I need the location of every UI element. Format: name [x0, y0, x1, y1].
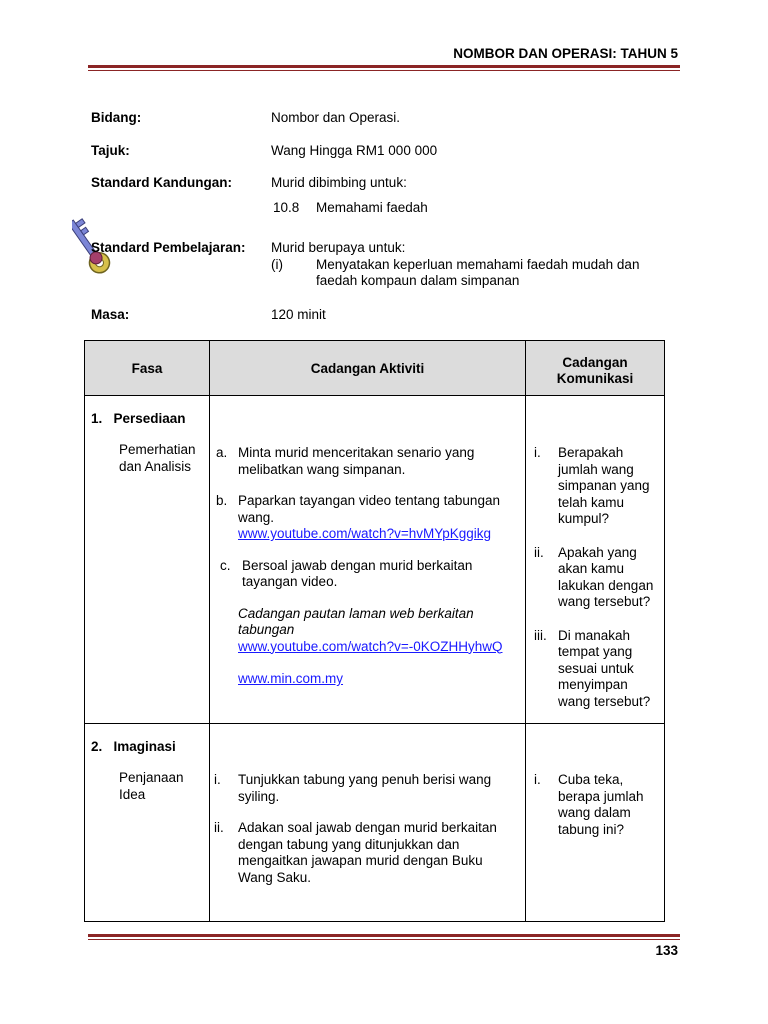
- question-line: Cuba teka,: [558, 772, 624, 787]
- phase-sub-2b: Idea: [119, 786, 146, 802]
- footer-rule-thin: [88, 939, 680, 940]
- communication-question: [526, 445, 664, 528]
- standard-kandungan-label: Standard Kandungan:: [91, 175, 232, 190]
- phase-title-2: 2. Imaginasi: [91, 739, 176, 754]
- question-line: kumpul?: [558, 511, 610, 526]
- standard-pembelajaran-label: Standard Pembelajaran:: [91, 240, 246, 255]
- suggested-links-note: [210, 606, 525, 688]
- header-cadangan-aktiviti: Cadangan Aktiviti: [210, 341, 526, 396]
- activity-item-i: [210, 772, 525, 805]
- header-rule-thin: [88, 70, 680, 71]
- table-header-row: [85, 341, 665, 396]
- header-fasa: Fasa: [85, 341, 210, 396]
- table-row: [85, 724, 665, 922]
- phase-cell-2: [85, 724, 210, 922]
- tajuk-value: Wang Hingga RM1 000 000: [271, 143, 438, 158]
- masa-label: Masa:: [91, 307, 130, 322]
- activity-item-c: [210, 558, 525, 591]
- activity-line: tayangan video.: [242, 574, 338, 589]
- youtube-link-2[interactable]: www.youtube.com/watch?v=-0KOZHHyhwQ: [238, 638, 503, 654]
- header-cadangan-komunikasi: [526, 341, 665, 396]
- activity-marker: ii.: [214, 820, 224, 835]
- activity-line: Minta murid menceritakan senario yang: [238, 445, 475, 460]
- header-rule: [88, 65, 680, 68]
- youtube-link-1[interactable]: www.youtube.com/watch?v=hvMYpKggikg: [238, 526, 491, 541]
- question-line: wang tersebut?: [558, 693, 651, 709]
- phase-sub-1a: Pemerhatian: [119, 442, 196, 457]
- communication-question: [526, 772, 664, 838]
- footer-rule: [88, 934, 680, 937]
- activity-item-ii: [210, 820, 525, 886]
- question-marker: i.: [534, 772, 541, 787]
- question-marker: ii.: [534, 544, 544, 560]
- question-line: tabung ini?: [558, 821, 625, 837]
- question-line: akan kamu: [558, 561, 625, 576]
- activity-cell-1: [210, 396, 526, 724]
- activity-item-a: [210, 445, 525, 478]
- activity-item-b: [210, 493, 525, 543]
- activity-cell-2: [210, 724, 526, 922]
- activity-marker: i.: [214, 772, 221, 787]
- activity-line: dengan tabung yang ditunjukkan dan: [238, 836, 460, 852]
- question-line: sesuai untuk: [558, 660, 634, 676]
- communication-question: [526, 545, 664, 611]
- question-marker: i.: [534, 445, 541, 460]
- standard-kandungan-code: 10.8: [273, 200, 300, 215]
- activity-line: melibatkan wang simpanan.: [238, 461, 406, 477]
- communication-cell-1: [526, 396, 665, 724]
- question-line: Di manakah: [558, 627, 631, 643]
- standard-pembelajaran-marker: (i): [271, 257, 283, 272]
- bidang-label: Bidang:: [91, 110, 142, 125]
- standard-kandungan-text: Memahami faedah: [316, 200, 428, 215]
- question-line: jumlah wang: [558, 461, 634, 477]
- phase-title-1: 1. Persediaan: [91, 411, 186, 426]
- activity-line: Tunjukkan tabung yang penuh berisi wang: [238, 772, 492, 787]
- bidang-value: Nombor dan Operasi.: [271, 110, 401, 125]
- question-line: simpanan yang: [558, 478, 650, 493]
- activity-marker: a.: [216, 445, 228, 460]
- question-line: lakukan dengan: [558, 577, 654, 593]
- question-line: berapa jumlah: [558, 788, 644, 804]
- tajuk-label: Tajuk:: [91, 143, 130, 158]
- phase-sub-2a: Penjanaan: [119, 770, 184, 785]
- question-line: wang tersebut?: [558, 594, 651, 609]
- table-row: [85, 396, 665, 724]
- standard-kandungan-intro: Murid dibimbing untuk:: [271, 175, 407, 190]
- activity-line: Bersoal jawab dengan murid berkaitan: [242, 557, 473, 573]
- document-header-title: NOMBOR DAN OPERASI: TAHUN 5: [453, 46, 678, 61]
- activity-line: syiling.: [238, 788, 280, 804]
- activity-marker: b.: [216, 493, 228, 508]
- activity-line: Wang Saku.: [238, 869, 312, 885]
- activity-line: wang.: [238, 509, 275, 525]
- lesson-plan-table: [84, 340, 665, 922]
- phase-cell-1: [85, 396, 210, 724]
- question-marker: iii.: [534, 627, 547, 643]
- note-line: Cadangan pautan laman web berkaitan: [238, 605, 474, 621]
- standard-pembelajaran-text-2: faedah kompaun dalam simpanan: [316, 273, 520, 288]
- header-cadangan-komunikasi-text: Cadangan Komunikasi: [556, 354, 634, 386]
- phase-sub-1b: dan Analisis: [119, 458, 192, 474]
- question-line: wang dalam: [558, 805, 631, 820]
- question-line: telah kamu: [558, 494, 625, 510]
- activity-line: Adakan soal jawab dengan murid berkaitan: [238, 820, 497, 835]
- note-line: tabungan: [238, 622, 295, 637]
- activity-line: Paparkan tayangan video tentang tabungan: [238, 493, 500, 508]
- question-line: menyimpan: [558, 677, 628, 692]
- masa-value: 120 minit: [271, 307, 326, 322]
- standard-pembelajaran-intro: Murid berupaya untuk:: [271, 240, 406, 255]
- min-website-link[interactable]: www.min.com.my: [238, 671, 344, 686]
- activity-line: mengaitkan jawapan murid dengan Buku: [238, 853, 483, 868]
- standard-pembelajaran-text-1: Menyatakan keperluan memahami faedah mudah dan: [316, 257, 640, 272]
- activity-marker: c.: [220, 557, 231, 573]
- communication-question: [526, 628, 664, 711]
- communication-cell-2: [526, 724, 665, 922]
- question-line: Apakah yang: [558, 544, 637, 560]
- page-number: 133: [655, 943, 678, 958]
- question-line: Berapakah: [558, 445, 624, 460]
- question-line: tempat yang: [558, 644, 633, 659]
